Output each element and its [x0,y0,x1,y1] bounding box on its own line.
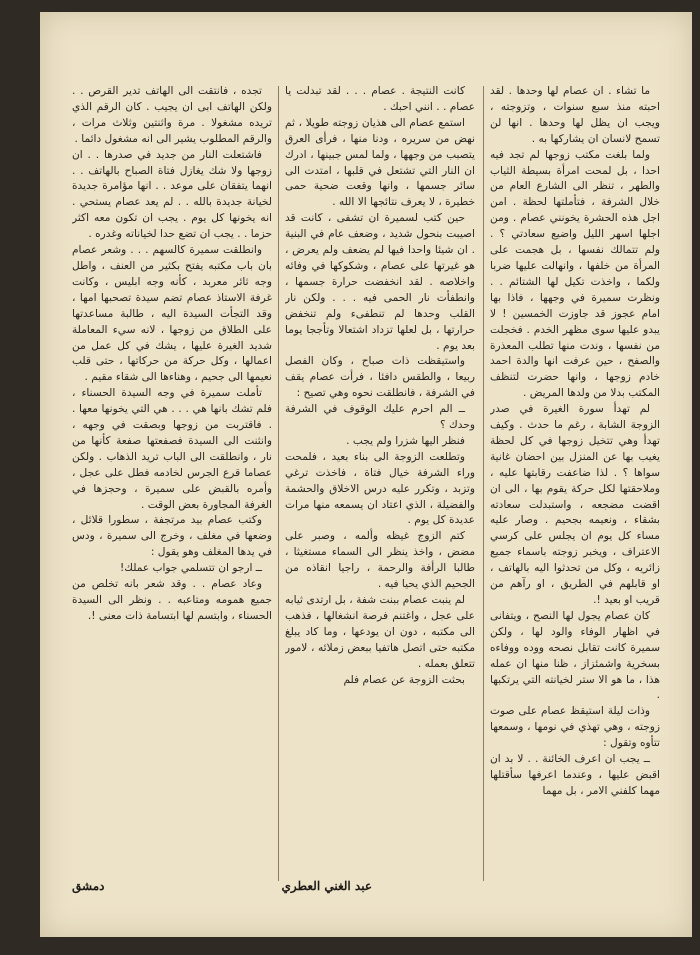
paragraph: تجده ، فانتقت الى الهاتف تدير القرص . . ولكن الهاتف ابى ان يجيب . كان الرقم الذي تريده مشغولا . مرة واثنتين وثلاث مرات ، والرقم المطلوب يشير الى انه مشغول دائما . [72,85,272,145]
place-name: دمشق [72,879,105,893]
text-column-right [490,84,660,897]
paragraph: ــ الم احرم عليك الوقوف في الشرفة وحدك ؟ [285,403,475,432]
column-divider [483,86,484,881]
paragraph: وانطلقت سميرة كالسهم . . . وشعر عصام بان باب مكتبه يفتح بكثير من العنف ، واطل وجه ثائر معربد ، كأنه وجه ابليس ، وكانت غرفة الاستاذ عصام تضم سيدة تصحبها امها ، وقد التجأت السيدة اليه ، طالبة مساعدتها على الطلاق من زوجها ، لانه سيء المعاملة شديد الغيرة عليها ، يشك في كل عمل من اعمالها ، وكل حركة من حركاتها ، حتى قلب نعيمها الى جحيم ، وهناءها الى شقاء مقيم . [72,244,272,384]
paragraph: لم تهدأ سورة الغيرة في صدر الزوجة الشابة ، رغم ما حدث . وكيف تهدأ وهي تتخيل زوجها في كل لحظة يغيب بها عن المنزل بين احضان غانية سواها ؟ . لذا ضاعفت رقابتها عليه ، وملاحقتها لكل حركة يقوم بها ، الى ان اقضت مضجعه ، واستبدلت سعادته بشقاء ، ونعيمه بجحيم . وصار عليه مساء كل يوم ان يجلس على كرسي الاعتراف ، ويخبر زوجته باسماء جميع زائريه ، وكل من تحدثوا اليه بالهاتف ، او قابلهم في الطريق ، او رآهم من قريب او بعيد !. [490,403,660,606]
paragraph: كتم الزوج غيظه وألمه ، وصبر على مضض ، واخذ ينظر الى السماء مستغيثا ، طالبا الرأفة والرحمة ، راجيا انقاذه من الجحيم الذي يحيا فيه . [285,530,475,591]
column-divider [278,86,279,881]
paragraph: استمع عصام الى هذيان زوجته طويلا ، ثم نهض من سريره ، ودنا منها ، فرأى العرق يتصبب من وجهها ، ولما لمس جبينها ، ادرك ان النار التي تشتعل في قلبها ، امتدت الى سائر جسمها ، وانها وقعت ضحية حمى خطيرة ، لا يعرف نتائجها الا الله . [285,116,475,209]
paragraph: بحثت الزوجة عن عصام فلم [343,673,465,686]
paragraph: وكتب عصام بيد مرتجفة ، سطورا قلائل ، وضعها في مغلف ، وخرج الى سميرة ، ودس في يدها المغلف وهو يقول : [72,514,272,559]
paragraph: وذات ليلة استيقظ عصام على صوت زوجته ، وهي تهذي في نومها ، وسمعها تتأوه وتقول : [490,705,660,750]
paragraph: لم ينبت عصام ببنت شفة ، بل ارتدى ثيابه على عجل ، واغتنم فرصة انشغالها ، فذهب الى مكتبه ، دون ان يودعها ، وما كاد يبلغ مكتبه حتى اتصل هاتفيا ببعض زملائه ، لامور تتعلق بعمله . [285,594,475,670]
paragraph: كانت النتيجة . عصام . . . لقد تبدلت يا عصام . . انني احبك . [285,85,475,113]
magazine-page [40,12,692,937]
paragraph: وتطلعت الزوجة الى بناء بعيد ، فلمحت وراء الشرفة خيال فتاة ، فاخذت ترغي وتزبد ، وتكرر عليه درس الاخلاق والحشمة والفضيلة ، الذي اعتاد ان يسمعه منها مرات عديدة كل يوم . [285,450,475,527]
paragraph: حين كتب لسميرة ان تشفى ، كانت قد اصيبت بنحول شديد ، وضعف عام في البنية . ان شيئا واحدا فيها لم يضعف ولم يعرض ، هو غيرتها على عصام ، وشكوكها في وفائه واخلاصه . لقد انخفضت حرارة جسمها ، وانطفأت نار الحمى فيه . . . ولكن نار القلب وحدها لم تنطفىء ولم تنخفض حرارتها ، بل لعلها تزداد اشتعالا وتأججا يوما بعد يوم . [285,212,475,352]
paragraph: واستيقظت ذات صباح ، وكان الفصل ربيعا ، والطقس دافئا ، فرأت عصام يقف في الشرفة ، فانطلقت نحوه وهي تصيح : [285,355,475,400]
paragraph: ــ يجب ان اعرف الخائنة . . لا بد ان اقبض عليها ، وعندما اعرفها سأقتلها مهما كلفني الامر ، بل مهما [490,753,660,797]
paragraph: ولما بلغت مكتب زوجها لم تجد فيه احدا ، بل لمحت امرأة بسيطة الثياب والطهر ، تنظر الى الشارع العام من خلال الشرفة ، فتأملتها لحظة . امن اجل هذه الحشرة يخونني عصام . ومن اجلها اسهر الليل واضيع سعادتي ؟ . ولم تتمالك نفسها ، بل هجمت على المرأة من خلفها ، وانهالت عليها ضربا ولكما ، واخذت تكيل لها الشتائم . . ونظرت سميرة في وجهها ، فاذا بها امام عجوز قد جاوزت الخمسين ! لا يبدو عليها سوى مظهر الخدم . فخجلت من نفسها ، وندت منها تطلب المعذرة والصفح ، حين عرفت انها والدة احمد خادم زوجها ، وانها حضرت لتنظف المكتب بدلا من ولدها المريض . [490,148,660,400]
author-name: عبد الغني العطري [281,879,372,893]
paragraph: فنظر اليها شزرا ولم يجب . [346,434,465,447]
text-column-middle [285,84,475,897]
paragraph: كان عصام يجول لها النصح ، ويتفانى في اظهار الوفاء والود لها ، ولكن سميرة كانت تقابل نصحه ووده ووفاءه بسخرية واشمئزاز ، ظنا منها ان عمله هذا ، ما هو الا ستر لخيانته التي يرتكبها . [490,609,660,702]
paragraph: ما تشاء . ان عصام لها وحدها . لقد احبته منذ سبع سنوات ، وتزوجته ، ويجب ان يظل لها وحدها . انها لن تسمح لانسان ان يشاركها به . [490,85,660,145]
paragraph: فاشتعلت النار من جديد في صدرها . . ان زوجها ولا شك يغازل فتاة الصباح بالهاتف . . انهما يتفقان على موعد . . انها مؤامرة جديدة لخيانة جديدة بالله . . لم يعد عصام يستحي . انه يخونها كل يوم . يجب ان تكون معه اكثر حزما . . يجب ان تضع حدا لخياناته وغدره . [72,148,272,241]
paragraph: تأملت سميرة في وجه السيدة الحسناء ، فلم تشك بانها هي . . . هي التي يخونها معها . . فاقتربت من زوجها وبصقت في وجهه ، وانثنت الى السيدة فصفعتها صفعة كأنها من نار ، وانطلقت الى الباب تريد الذهاب . ولكن عصاما قرع الجرس لخادمه فطل على عجل ، وأمره بالقبض على سميرة ، وحجزها في الغرفة المجاورة بعض الوقت . [72,387,272,511]
paragraph: وعاد عصام . . وقد شعر بانه تخلص من جميع همومه ومتاعبه . . ونظر الى السيدة الحسناء ، وابتسم لها ابتسامة ذات معنى !. [72,578,272,622]
text-column-left [72,84,272,863]
paragraph: ــ ارجو ان تتسلمي جواب عملك! [120,562,262,575]
